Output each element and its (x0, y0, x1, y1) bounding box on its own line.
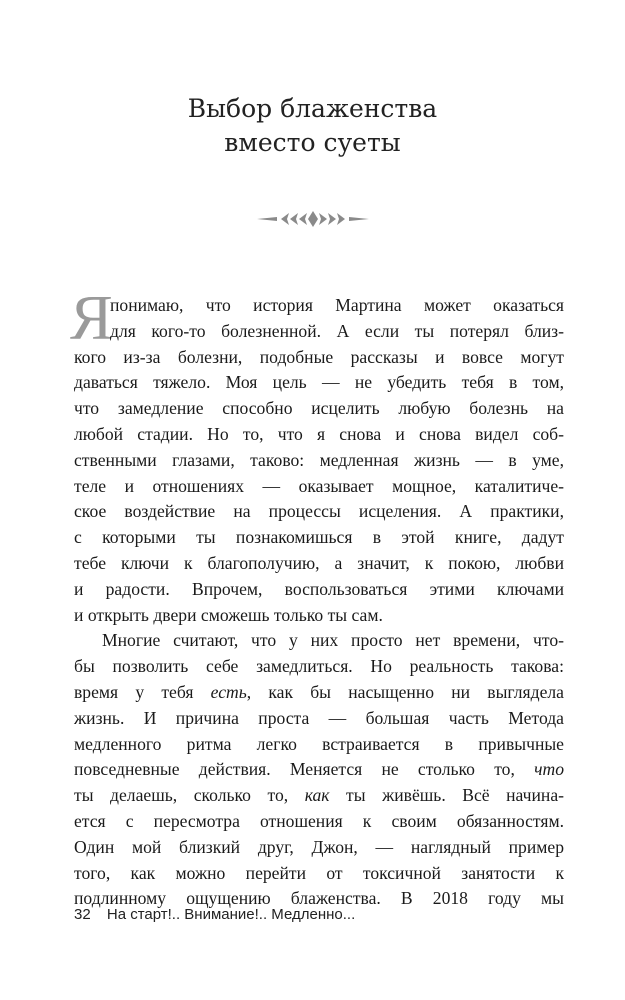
text-line: с которыми ты познакомишься в этой книге, дадут (74, 527, 564, 548)
running-title: На старт!.. Внимание!.. Медленно... (106, 906, 356, 923)
text-line: того, как можно перейти от токсичной занятости к (74, 862, 564, 883)
text-line: что замедление способно исцелить любую болезнь на (74, 398, 564, 419)
text-line: и открыть двери сможешь только ты сам. (74, 604, 383, 625)
text-line: и радости. Впрочем, воспользоваться этими ключами (74, 578, 564, 599)
text-run: время у тебя (74, 681, 211, 702)
drop-cap: Я (70, 282, 113, 353)
body-text (74, 293, 564, 912)
text-line (74, 680, 564, 706)
text-line: кого из-за болезни, подобные рассказы и вовсе могут (74, 346, 564, 367)
ornament-divider-icon (257, 210, 369, 228)
text-line: тебе ключи к благополучию, а значит, к покою, любви (74, 552, 564, 573)
text-run: ты живёшь. Всё начина- (329, 785, 565, 806)
text-line: медленного ритма легко встраивается в привычные (74, 733, 564, 754)
chapter-title (0, 92, 625, 160)
text-line: понимаю, что история Мартина может оказаться (110, 295, 564, 315)
emphasis: есть (210, 681, 247, 702)
text-line: для кого-то болезненной. А если ты потерял близ- (110, 320, 564, 341)
text-line: подлинному ощущению блаженства. В 2018 году мы (74, 888, 564, 909)
chapter-title-line-1: Выбор блаженства (187, 94, 438, 123)
text-run: повседневные действия. Меняется не столько то, (74, 759, 535, 780)
text-line: ственными глазами, таково: медленная жизнь — в уме, (74, 449, 564, 470)
text-line: теле и отношениях — оказывает мощное, каталитиче- (74, 475, 564, 496)
text-line: жизнь. И причина проста — большая часть Метода (74, 707, 564, 728)
page-number: 32 (74, 906, 91, 923)
text-line: Один мой близкий друг, Джон, — наглядный пример (74, 836, 564, 857)
text-run: , как бы насыщенно ни выглядела (246, 681, 564, 702)
text-line (74, 757, 564, 783)
chapter-title-line-2: вместо суеты (224, 128, 401, 157)
emphasis: как (304, 785, 330, 806)
text-line: ское воздействие на процессы исцеления. А практики, (74, 501, 564, 522)
emphasis: что (534, 759, 564, 780)
text-line (74, 783, 564, 809)
text-line: даваться тяжело. Моя цель — не убедить тебя в том, (74, 372, 564, 393)
text-line: Многие считают, что у них просто нет времени, что- (102, 630, 564, 651)
text-line: бы позволить себе замедлиться. Но реальность такова: (74, 656, 564, 677)
page-footer (74, 906, 355, 923)
text-line: ется с пересмотра отношения к своим обязанностям. (74, 810, 564, 831)
text-run: ты делаешь, сколько то, (74, 785, 305, 806)
text-line: любой стадии. Но то, что я снова и снова видел соб- (74, 423, 564, 444)
